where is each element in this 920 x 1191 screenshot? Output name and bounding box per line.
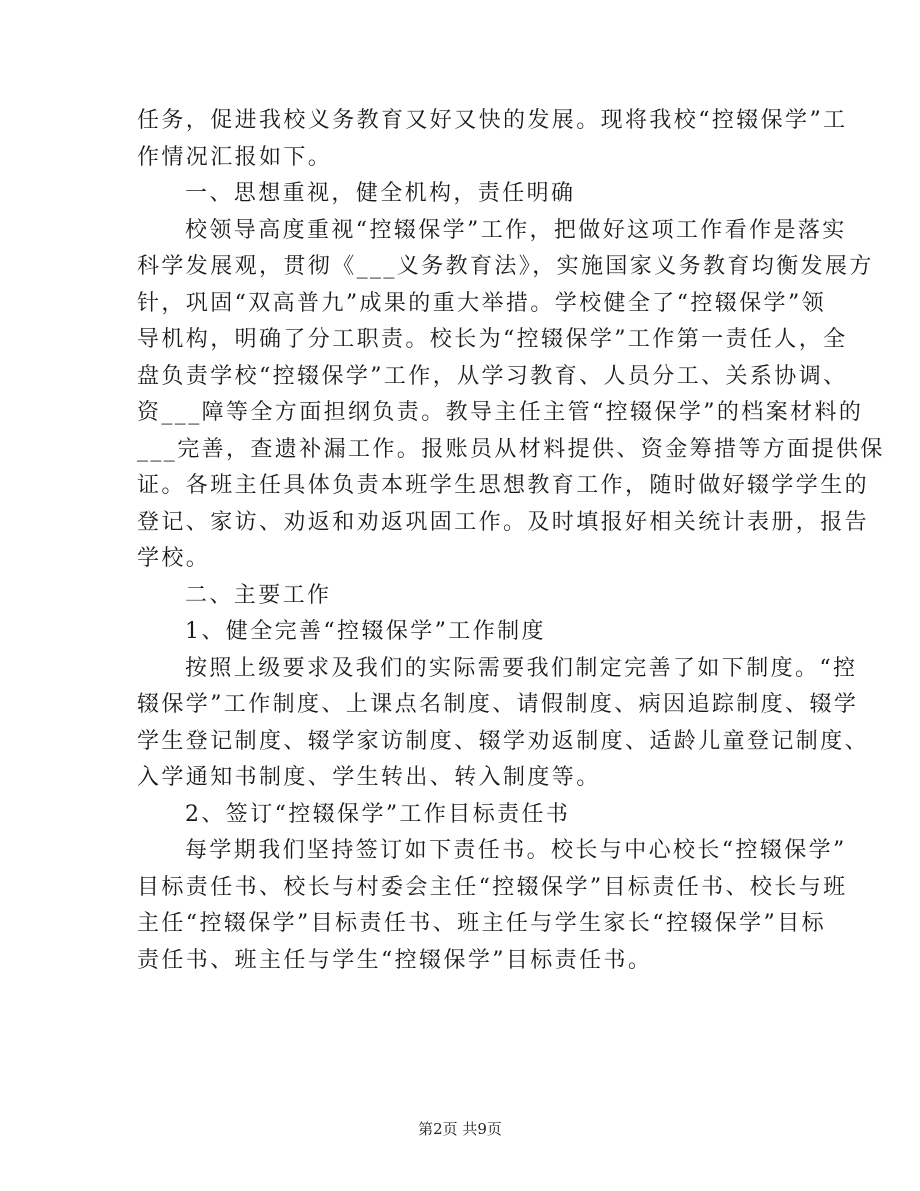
section-heading: 一、思想重视，健全机构，责任明确 [185,181,576,206]
body-line: 任务，促进我校义务教育又好又快的发展。现将我校“控辍保学”工 [137,108,848,133]
subsection-heading: 2、签订“控辍保学”工作目标责任书 [185,801,571,827]
body-line: 每学期我们坚持签订如下责任书。校长与中心校长“控辍保学” [185,838,847,863]
body-line: 盘负责学校“控辍保学”工作，从学习教育、人员分工、关系协调、 [137,363,848,389]
section-heading: 二、主要工作 [185,582,332,608]
body-line: 责任书、班主任与学生“控辍保学”目标责任书。 [137,947,653,973]
body-line: 作情况汇报如下。 [137,144,333,170]
body-line: ___完善，查遗补漏工作。报账员从材料提供、资金筹措等方面提供保 [137,436,885,462]
body-line: 入学通知书制度、学生转出、转入制度等。 [137,765,601,790]
subsection-heading: 1、健全完善“控辍保学”工作制度 [185,619,546,644]
body-line: 科学发展观，贯彻《___义务教育法》，实施国家义务教育均衡发展方 [137,254,874,279]
body-line: 目标责任书、校长与村委会主任“控辍保学”目标责任书、校长与班 [137,874,848,900]
body-line: 主任“控辍保学”目标责任书、班主任与学生家长“控辍保学”目标 [137,911,826,936]
body-line: 证。各班主任具体负责本班学生思想教育工作，随时做好辍学学生的 [137,473,870,498]
body-line: 辍保学”工作制度、上课点名制度、请假制度、病因追踪制度、辍学 [137,692,859,717]
body-line: 针，巩固“双高普九”成果的重大举措。学校健全了“控辍保学”领 [137,290,826,316]
body-line: 学生登记制度、辍学家访制度、辍学劝返制度、适龄儿童登记制度、 [137,728,870,754]
body-line: 校领导高度重视“控辍保学”工作，把做好这项工作看作是落实 [185,217,847,243]
body-line: 资___障等全方面担纲负责。教导主任主管“控辍保学”的档案材料的 [137,400,864,425]
body-line: 学校。 [137,546,211,571]
body-line: 按照上级要求及我们的实际需要我们制定完善了如下制度。“控 [185,655,858,681]
body-line: 导机构，明确了分工职责。校长为“控辍保学”工作第一责任人，全 [137,327,848,352]
page-number-footer: 第2页 共9页 [418,1120,502,1138]
body-line: 登记、家访、劝返和劝返巩固工作。及时填报好相关统计表册，报告 [137,509,870,535]
document-body [137,103,885,979]
